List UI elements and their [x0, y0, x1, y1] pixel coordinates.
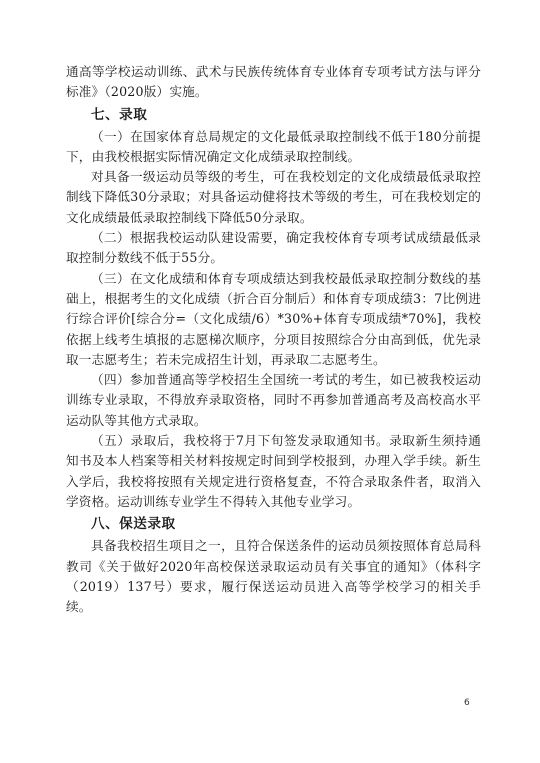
page-number: 6 [464, 698, 470, 708]
section-7-paragraph-3: （二）根据我校运动队建设需要，确定我校体育专项考试成绩最低录取控制分数线不低于55分。 [66, 230, 481, 266]
intro-paragraph: 通高等学校运动训练、武术与民族传统体育专业体育专项考试方法与评分标准》（2020版）实施。 [66, 64, 481, 100]
section-7-heading: 七、录取 [91, 106, 148, 123]
document-body [66, 62, 481, 617]
section-7-paragraph-4: （三）在文化成绩和体育专项成绩达到我校最低录取控制分数线的基础上，根据考生的文化成绩（折合百分制后）和体育专项成绩3：7比例进行综合评价[综合分=（文化成绩/6）*30%+体育专项成绩*70%]，我校依据上线考生填报的志愿梯次顺序，分项目按照综合分由高到低，优先录取一志愿考生；若未完成招生计划，再录取二志愿考生。 [66, 270, 481, 367]
section-7-paragraph-6: （五）录取后，我校将于7月下旬签发录取通知书。录取新生须持通知书及本人档案等相关材料按规定时间到学校报到，办理入学手续。新生入学后，我校将按照有关规定进行资格复查，不符合录取条件者，取消入学资格。运动训练专业学生不得转入其他专业学习。 [66, 433, 481, 509]
section-8-paragraph-1: 具备我校招生项目之一，且符合保送条件的运动员须按照体育总局科教司《关于做好2020年高校保送录取运动员有关事宜的通知》（体科字（2019）137号）要求，履行保送运动员进入高等学校学习的相关手续。 [66, 538, 481, 615]
section-8-heading: 八、保送录取 [91, 516, 176, 533]
section-7-paragraph-1: （一）在国家体育总局规定的文化最低录取控制线不低于180分前提下，由我校根据实际情况确定文化成绩录取控制线。 [66, 128, 481, 164]
section-7-paragraph-5: （四）参加普通高等学校招生全国统一考试的考生，如已被我校运动训练专业录取，不得放弃录取资格，同时不再参加普通高考及高校高水平运动队等其他方式录取。 [66, 372, 481, 428]
section-7-paragraph-2: 对具备一级运动员等级的考生，可在我校划定的文化成绩最低录取控制线下降低30分录取；对具备运动健将技术等级的考生，可在我校划定的文化成绩最低录取控制线下降低50分录取。 [66, 169, 481, 225]
